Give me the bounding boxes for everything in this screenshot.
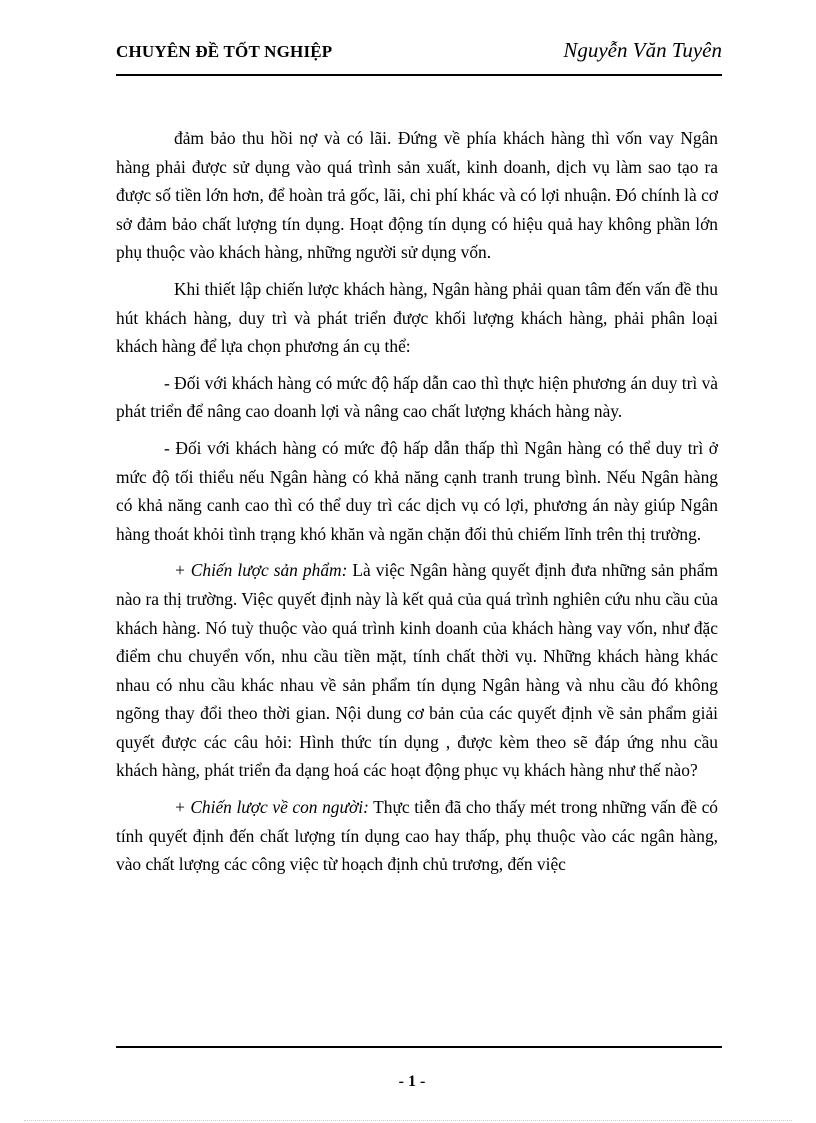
page-edge-divider — [24, 1120, 792, 1121]
product-strategy-heading: + Chiến lược sản phẩm: — [174, 560, 348, 581]
people-strategy-heading: + Chiến lược về con người: — [174, 797, 369, 818]
footer-divider — [116, 1046, 722, 1048]
product-strategy-text: Là việc Ngân hàng quyết định đưa những sản phẩm nào ra thị trường. Việc quyết định này là kết quả của quá trình nghiên cứu nhu cầu của khách hàng. Nó tuỳ thuộc vào quá trình kinh doanh của khách hàng vay vốn, như đặc điểm chu chuyển vốn, nhu cầu tiền mặt, tính chất thời vụ. Những khách hàng khác nhau có nhu cầu khác nhau về sản phẩm tín dụng Ngân hàng và nhu cầu đó không ngõng thay đổi theo thời gian. Nội dung cơ bản của các quyết định về sản phẩm giải quyết được các câu hỏi: Hình thức tín dụng , được kèm theo sẽ đáp ứng nhu cầu khách hàng, phát triển đa dạng hoá các hoạt động phục vụ khách hàng như thế nào? — [116, 560, 718, 781]
paragraph-people-strategy — [116, 793, 718, 879]
header-divider — [116, 74, 722, 76]
people-strategy-text: Thực tiễn đã cho thấy mét trong những vấn đề có tính quyết định đến chất lượng tín dụng cao hay thấp, phụ thuộc vào các ngân hàng, vào chất lượng các công việc từ hoạch định chủ trương, đến việc — [116, 797, 718, 875]
paragraph-1: đảm bảo thu hồi nợ và có lãi. Đứng về phía khách hàng thì vốn vay Ngân hàng phải được sử dụng vào quá trình sản xuất, kinh doanh, dịch vụ làm sao tạo ra được số tiền lớn hơn, để hoàn trả gốc, lãi, chi phí khác và có lợi nhuận. Đó chính là cơ sở đảm bảo chất lượng tín dụng. Hoạt động tín dụng có hiệu quả hay không phần lớn phụ thuộc vào khách hàng, những người sử dụng vốn. — [116, 128, 718, 263]
paragraph-bullet-2: - Đối với khách hàng có mức độ hấp dẫn thấp thì Ngân hàng có thể duy trì ở mức độ tối thiểu nếu Ngân hàng có khả năng cạnh tranh trung bình. Nếu Ngân hàng có khả năng canh cao thì có thể duy trì các dịch vụ có lợi, phương án này giúp Ngân hàng thoát khỏi tình trạng khó khăn và ngăn chặn đối thủ chiếm lĩnh trên thị trường. — [116, 437, 718, 544]
author-name: Nguyễn Văn Tuyên — [563, 38, 722, 62]
page-number: - 1 - — [398, 1073, 426, 1090]
paragraph-2: Khi thiết lập chiến lược khách hàng, Ngân hàng phải quan tâm đến vấn đề thu hút khách hàng, duy trì và phát triển được khối lượng khách hàng, phải phân loại khách hàng để lựa chọn phương án cụ thể: — [116, 278, 718, 357]
body-text — [116, 124, 718, 887]
document-title: CHUYÊN ĐỀ TỐT NGHIỆP — [116, 42, 333, 61]
page-header — [116, 36, 722, 76]
paragraph-bullet-1: - Đối với khách hàng có mức độ hấp dẫn cao thì thực hiện phương án duy trì và phát triển để nâng cao doanh lợi và nâng cao chất lượng khách hàng này. — [116, 372, 718, 422]
paragraph-product-strategy — [116, 556, 718, 785]
